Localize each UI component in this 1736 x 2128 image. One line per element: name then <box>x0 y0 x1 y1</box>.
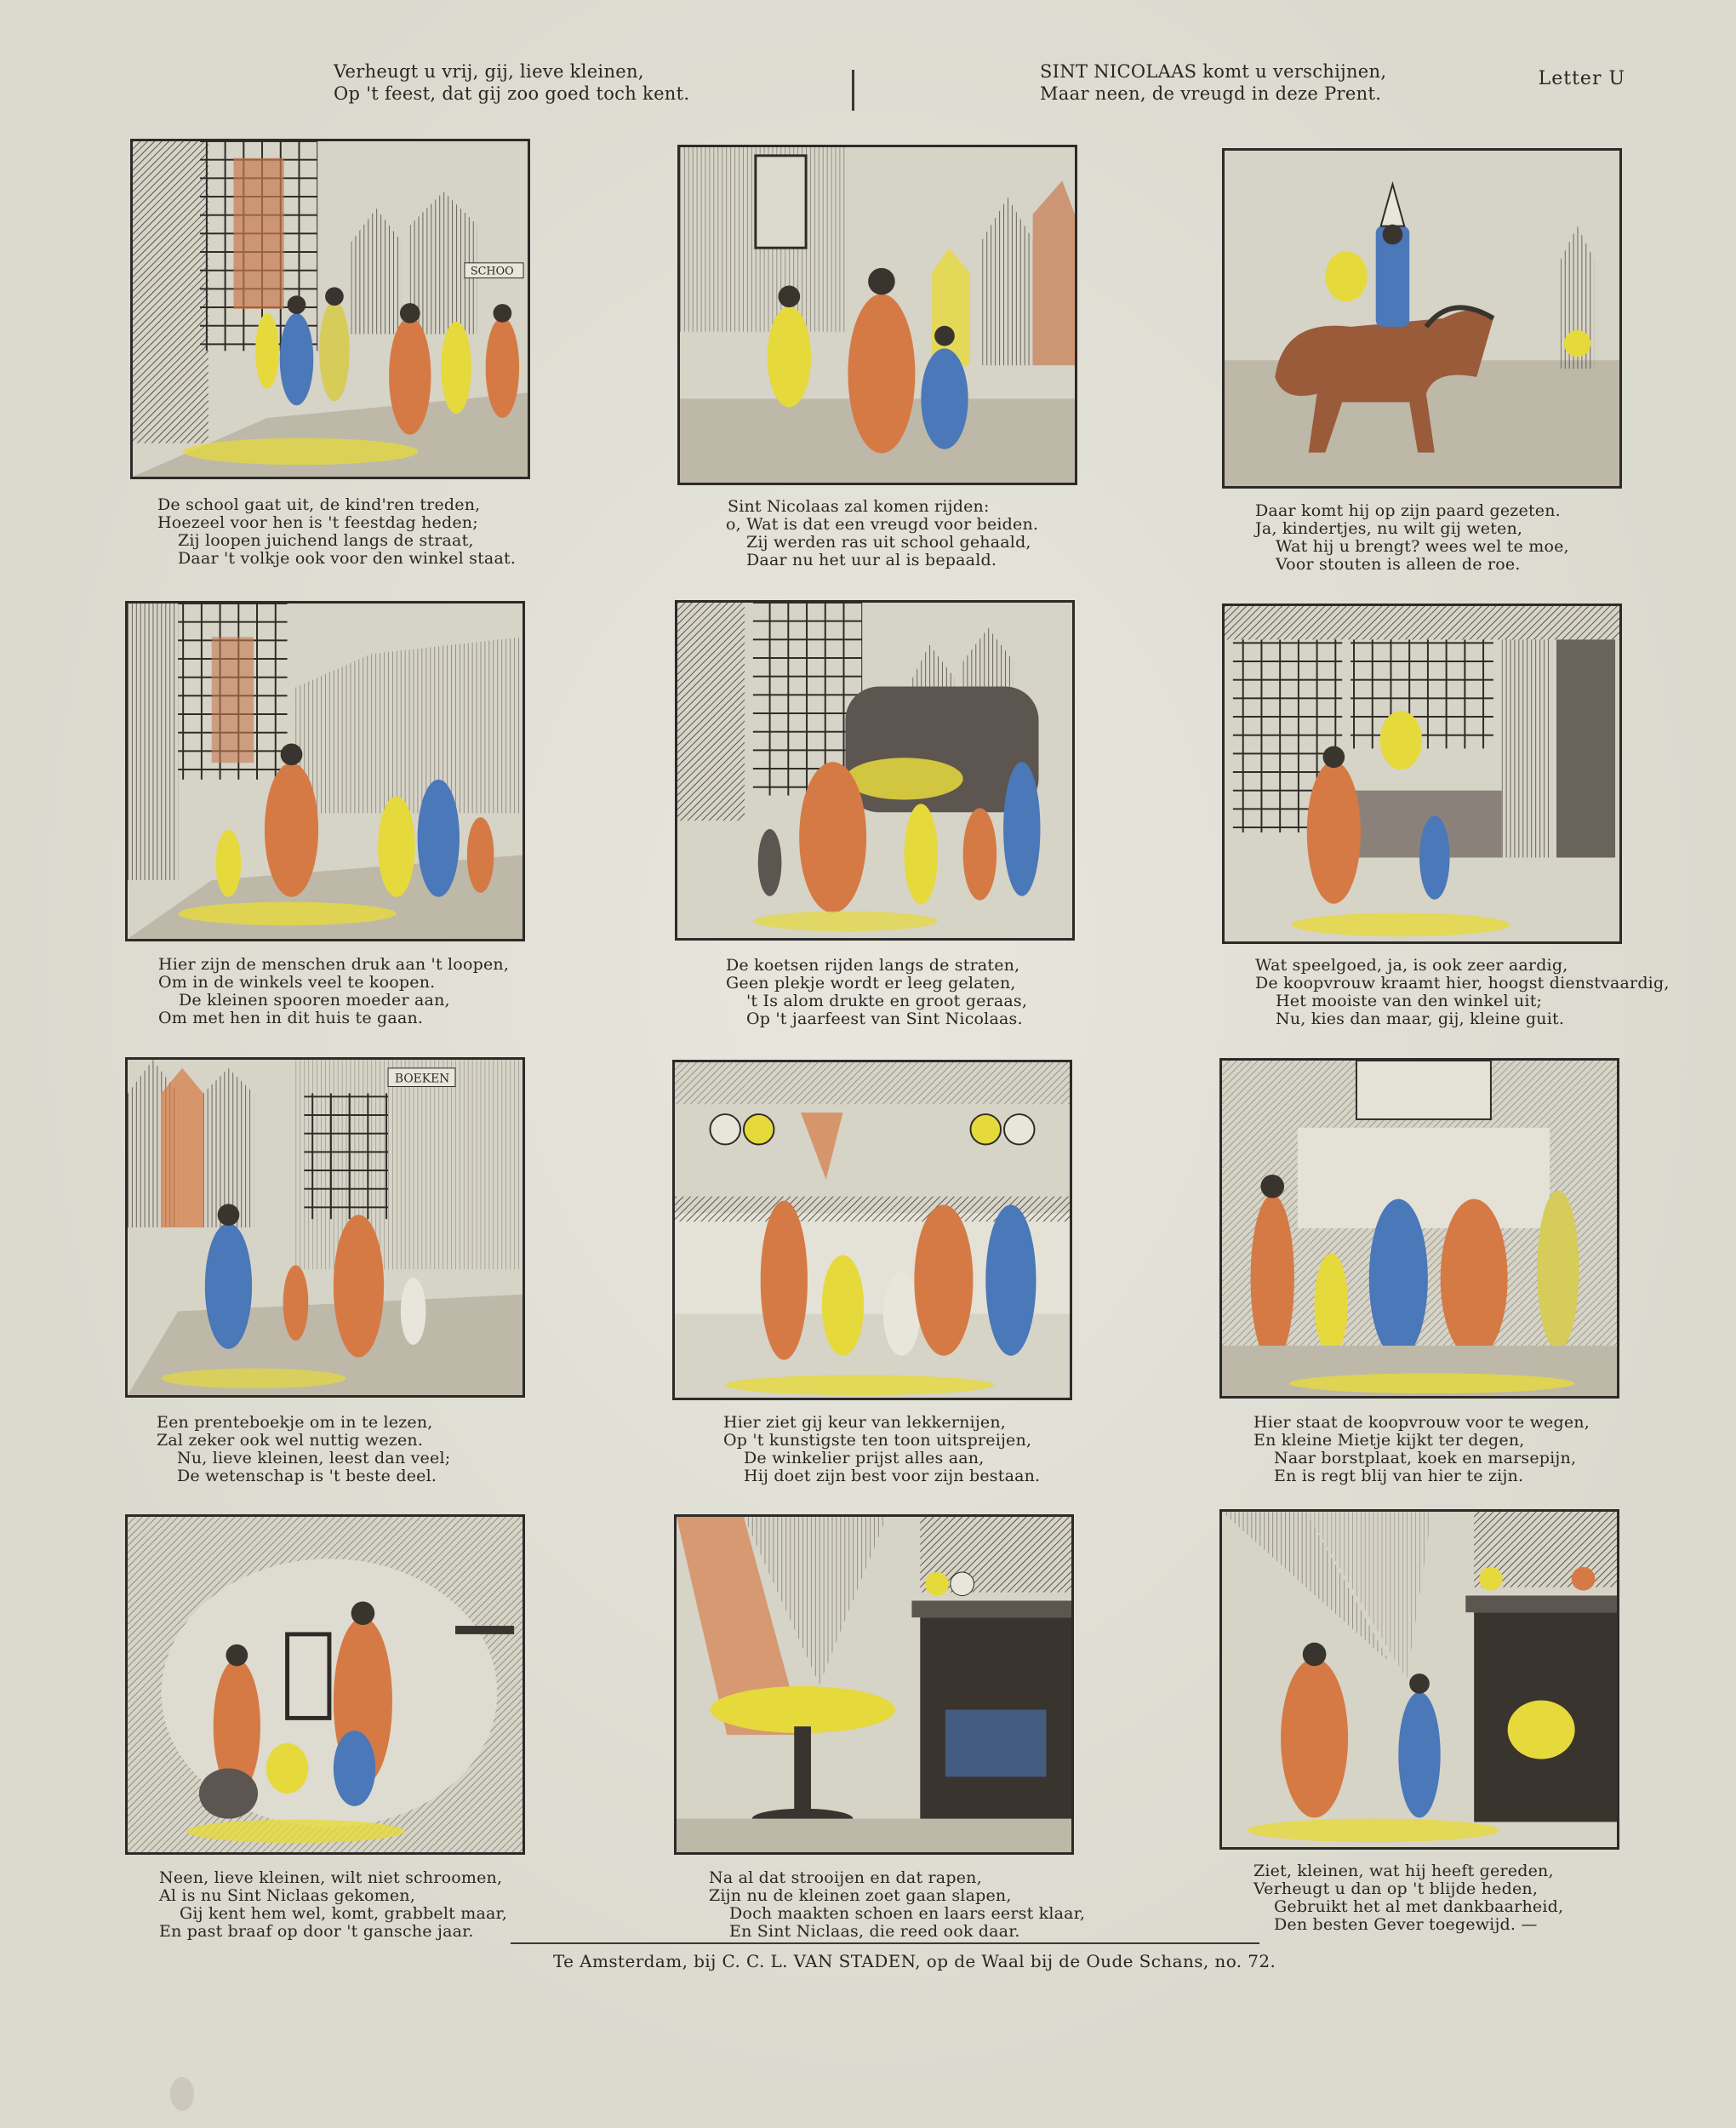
caption-line: Hij doet zijn best voor zijn bestaan. <box>744 1467 1041 1485</box>
caption-panel-7 <box>157 1414 450 1485</box>
caption-line: Om met hen in dit huis te gaan. <box>158 1009 424 1027</box>
woodcut-illustration <box>677 603 1072 938</box>
shop-sign-text: SCHOO <box>470 265 514 278</box>
panel-10-strewing-sweets <box>125 1514 525 1855</box>
woodcut-illustration <box>133 141 528 477</box>
caption-line: Doch maakten schoen en laars eerst klaar, <box>729 1904 1086 1923</box>
caption-line: Nu, lieve kleinen, leest dan veel; <box>177 1449 451 1467</box>
caption-line: Verheugt u dan op 't blijde heden, <box>1253 1879 1539 1898</box>
caption-panel-3 <box>1255 502 1569 574</box>
caption-panel-8 <box>723 1414 1040 1485</box>
panel-7-book-shop <box>125 1057 525 1398</box>
header-divider <box>852 70 854 111</box>
caption-line: Een prenteboekje om in te lezen, <box>157 1413 433 1432</box>
caption-line: Gebruikt het al met dankbaarheid, <box>1274 1897 1564 1916</box>
woodcut-illustration <box>1222 1061 1617 1396</box>
header-left-line-2: Op 't feest, dat gij zoo goed toch kent. <box>334 83 690 104</box>
caption-line: De school gaat uit, de kind'ren treden, <box>157 495 481 514</box>
caption-line: En is regt blij van hier te zijn. <box>1274 1467 1524 1485</box>
caption-panel-4 <box>158 956 509 1027</box>
woodcut-illustration <box>1222 1512 1617 1847</box>
caption-line: Daar 't volkje ook voor den winkel staat. <box>178 549 517 568</box>
caption-line: Daar komt hij op zijn paard gezeten. <box>1255 501 1561 520</box>
caption-line: Om in de winkels veel te koopen. <box>158 973 436 992</box>
caption-line: Zij loopen juichend langs de straat, <box>178 531 474 550</box>
caption-line: Op 't kunstigste ten toon uitspreijen, <box>723 1431 1032 1450</box>
woodcut-illustration <box>675 1062 1070 1398</box>
caption-line: Het mooiste van den winkel uit; <box>1276 992 1543 1010</box>
caption-line: Ja, kindertjes, nu wilt gij weten, <box>1255 519 1523 538</box>
caption-line: En kleine Mietje kijkt ter degen, <box>1253 1431 1525 1450</box>
sheet-letter: Letter U <box>1538 68 1625 89</box>
publisher-imprint: Te Amsterdam, bij C. C. L. VAN STADEN, op de Waal bij de Oude Schans, no. 72. <box>553 1951 1276 1971</box>
caption-panel-9 <box>1253 1414 1590 1485</box>
caption-line: Naar borstplaat, koek en marsepijn, <box>1274 1449 1577 1467</box>
caption-line: 't Is alom drukte en groot geraas, <box>746 992 1028 1010</box>
woodcut-illustration <box>680 147 1075 483</box>
caption-line: Daar nu het uur al is bepaald. <box>746 551 997 569</box>
caption-line: Zijn nu de kleinen zoet gaan slapen, <box>709 1886 1012 1905</box>
header-right-line-2: Maar neen, de vreugd in deze Prent. <box>1040 83 1382 104</box>
caption-panel-5 <box>726 957 1027 1028</box>
caption-line: Voor stouten is alleen de roe. <box>1276 555 1521 574</box>
panel-12-gifts-morning <box>1219 1509 1619 1850</box>
woodcut-illustration <box>128 1517 523 1852</box>
caption-panel-11 <box>709 1869 1085 1941</box>
panel-1-school-street <box>130 139 530 479</box>
caption-line: De kleinen spooren moeder aan, <box>179 991 450 1010</box>
caption-line: Geen plekje wordt er leeg gelaten, <box>726 974 1016 992</box>
caption-line: De winkelier prijst alles aan, <box>744 1449 985 1467</box>
caption-line: Hier staat de koopvrouw voor te wegen, <box>1253 1413 1590 1432</box>
caption-line: De koetsen rijden langs de straten, <box>726 956 1020 975</box>
caption-panel-2 <box>726 498 1038 569</box>
header-verse-right <box>1040 61 1386 105</box>
panel-5-coaches <box>675 600 1075 941</box>
caption-line: En Sint Niclaas, die reed ook daar. <box>729 1922 1020 1941</box>
woodcut-illustration <box>677 1517 1071 1852</box>
panel-2-mother-children <box>677 145 1077 485</box>
caption-line: Den besten Gever toegewijd. — <box>1274 1915 1538 1934</box>
panel-3-saint-on-horse <box>1222 148 1622 489</box>
caption-line: En past braaf op door 't gansche jaar. <box>159 1922 474 1941</box>
caption-panel-12 <box>1253 1862 1563 1934</box>
woodcut-illustration <box>128 1060 523 1395</box>
caption-line: Neen, lieve kleinen, wilt niet schroomen, <box>159 1868 503 1887</box>
caption-line: Zij werden ras uit school gehaald, <box>746 533 1031 552</box>
caption-line: De koopvrouw kraamt hier, hoogst dienstvaardig, <box>1255 974 1670 992</box>
panel-4-busy-street <box>125 601 525 941</box>
caption-line: Zal zeker ook wel nuttig wezen. <box>157 1431 424 1450</box>
caption-line: Op 't jaarfeest van Sint Nicolaas. <box>746 1010 1023 1028</box>
header-verse-left <box>334 61 689 105</box>
woodcut-illustration <box>1225 151 1619 486</box>
caption-line: o, Wat is dat een vreugd voor beiden. <box>726 515 1039 534</box>
caption-line: Hoezeel voor hen is 't feestdag heden; <box>157 513 478 532</box>
caption-panel-6 <box>1255 957 1670 1028</box>
header-left-line-1: Verheugt u vrij, gij, lieve kleinen, <box>334 61 644 82</box>
caption-line: Gij kent hem wel, komt, grabbelt maar, <box>180 1904 507 1923</box>
caption-panel-10 <box>159 1869 507 1941</box>
caption-line: Ziet, kleinen, wat hij heeft gereden, <box>1253 1862 1554 1880</box>
header-right-line-1: SINT NICOLAAS komt u verschijnen, <box>1040 61 1387 82</box>
panel-9-weighing <box>1219 1058 1619 1399</box>
caption-line: Al is nu Sint Niclaas gekomen, <box>159 1886 415 1905</box>
caption-line: Hier zijn de menschen druk aan 't loopen, <box>158 955 510 974</box>
panel-11-fireplace-table <box>674 1514 1074 1855</box>
panel-6-toy-shop <box>1222 604 1622 944</box>
woodcut-illustration <box>1225 606 1619 941</box>
caption-line: Na al dat strooijen en dat rapen, <box>709 1868 982 1887</box>
caption-line: Wat hij u brengt? wees wel te moe, <box>1276 537 1569 556</box>
caption-line: De wetenschap is 't beste deel. <box>177 1467 437 1485</box>
caption-panel-1 <box>157 496 516 568</box>
shop-sign-text: BOEKEN <box>394 1072 450 1086</box>
footer-divider <box>511 1942 1259 1944</box>
woodcut-illustration <box>128 604 523 939</box>
panel-8-sweets-shop <box>672 1060 1072 1400</box>
caption-line: Wat speelgoed, ja, is ook zeer aardig, <box>1255 956 1568 975</box>
caption-line: Sint Nicolaas zal komen rijden: <box>728 497 990 516</box>
paper-stain <box>170 2077 194 2111</box>
caption-line: Hier ziet gij keur van lekkernijen, <box>723 1413 1007 1432</box>
caption-line: Nu, kies dan maar, gij, kleine guit. <box>1276 1010 1565 1028</box>
